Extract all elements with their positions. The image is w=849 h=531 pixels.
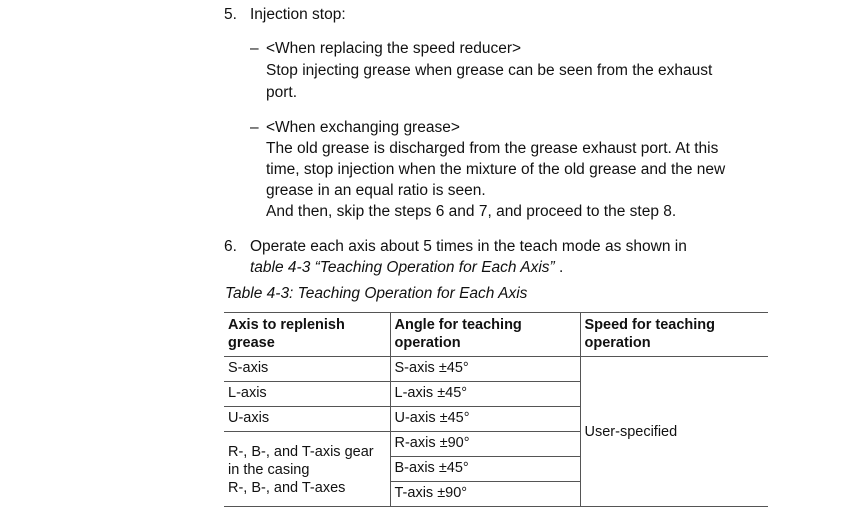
angle-cell: R-axis ±90° [390,432,580,457]
angle-cell: T-axis ±90° [390,482,580,507]
case-2-line: grease in an equal ratio is seen. [266,182,486,199]
step-5-number: 5. [224,6,237,23]
case-2-heading: <When exchanging grease> [266,119,460,136]
axis-cell: U-axis [224,407,390,432]
column-header-axis: Axis to replenish grease [224,313,390,357]
case-2-line: The old grease is discharged from the grease exhaust port. At this [266,140,719,157]
table-caption: Table 4-3: Teaching Operation for Each Axis [225,285,528,302]
teaching-operation-table [224,312,768,507]
step-5-title: Injection stop: [250,6,346,23]
case-1-dash: – [250,40,259,57]
table-reference-link[interactable]: table 4-3 “Teaching Operation for Each Axis” [250,259,555,276]
case-2-dash: – [250,119,259,136]
angle-cell: B-axis ±45° [390,457,580,482]
case-1-line: port. [266,84,298,101]
axis-cell: L-axis [224,382,390,407]
step-6-line-end: . [554,259,564,276]
case-2-line: time, stop injection when the mixture of the old grease and the new [266,161,726,178]
angle-cell: L-axis ±45° [390,382,580,407]
angle-cell: U-axis ±45° [390,407,580,432]
table-header-row [224,313,768,357]
step-6-line: Operate each axis about 5 times in the teach mode as shown in [250,238,687,255]
step-6-reference-line [250,259,563,277]
column-header-speed: Speed for teaching operation [580,313,768,357]
column-header-angle: Angle for teaching operation [390,313,580,357]
angle-cell: S-axis ±45° [390,357,580,382]
step-6-number: 6. [224,238,237,255]
table-row [224,357,768,382]
case-2-line: And then, skip the steps 6 and 7, and proceed to the step 8. [266,203,677,220]
axis-cell-gear: R-, B-, and T-axis gear in the casing R-, B-, and T-axes [224,432,390,507]
case-1-line: Stop injecting grease when grease can be seen from the exhaust [266,62,713,79]
axis-cell: S-axis [224,357,390,382]
case-1-heading: <When replacing the speed reducer> [266,40,522,57]
speed-cell: User-specified [580,357,768,507]
